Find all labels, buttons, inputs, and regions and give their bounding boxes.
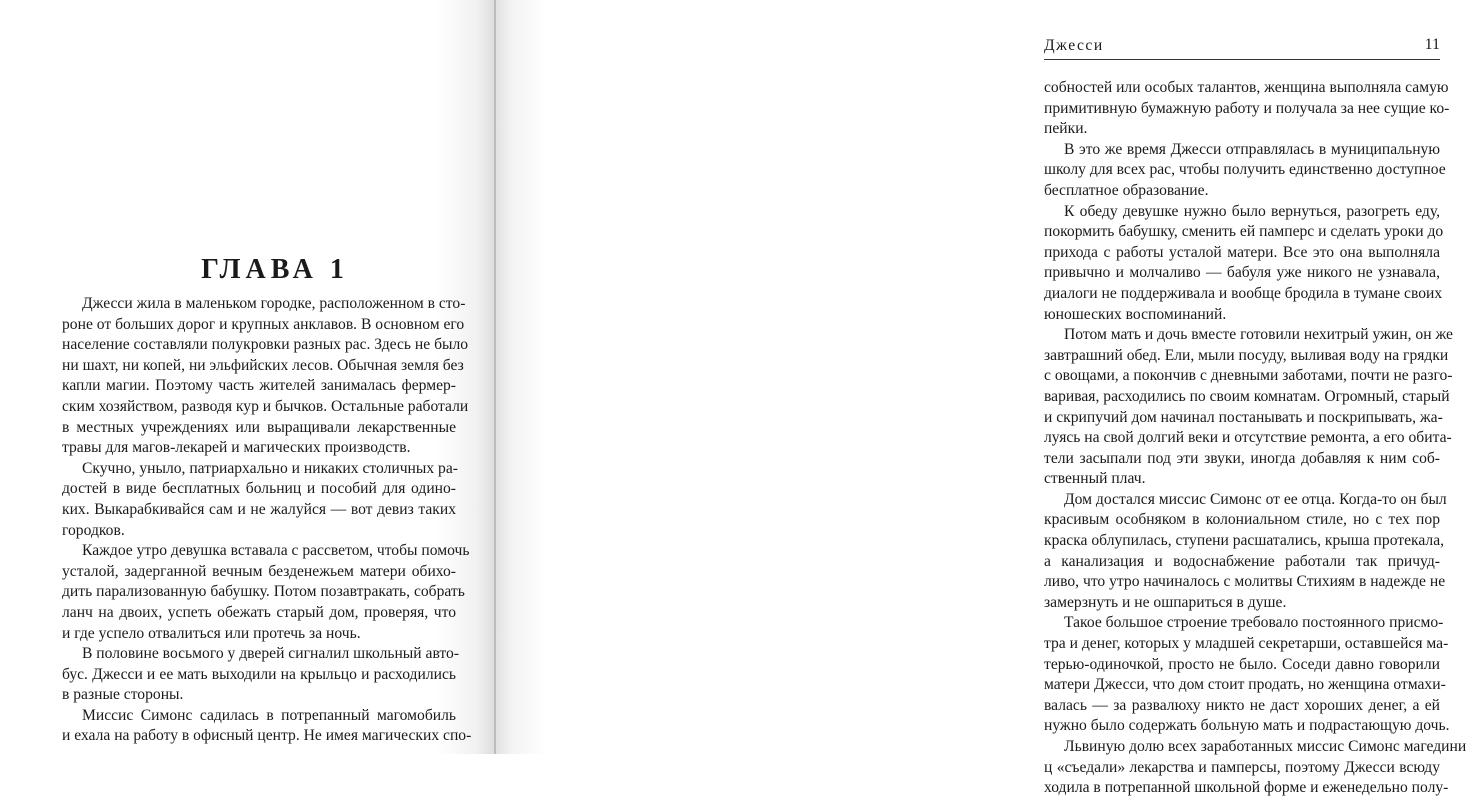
text-line: с овощами, а покончив с дневными заботами, почти не разго- <box>1044 367 1453 385</box>
text-line: матери Джесси, что дом стоит продать, но женщина отмахи- <box>1044 676 1446 694</box>
text-line: замерзнуть и не ошпариться в душе. <box>1044 593 1287 611</box>
text-line: Каждое утро девушка вставала с рассветом, чтобы помочь <box>82 542 470 560</box>
paragraph <box>1044 737 1466 799</box>
text-line: краска облупилась, ступени расшатались, крыша протекала, <box>1044 532 1445 550</box>
text-line: население составляли полукровки разных рас. Здесь не было <box>62 336 469 354</box>
text-line: и скрипучий дом начинал постанывать и поскрипывать, жа- <box>1044 408 1443 426</box>
text-line: Дом достался миссис Симонс от ее отца. Когда-то он был <box>1064 490 1447 508</box>
text-line: собностей или особых талантов, женщина выполняла самую <box>1044 79 1449 96</box>
text-line: К обеду девушке нужно было вернуться, разогреть еду, <box>1064 202 1440 220</box>
text-line: капли магии. Поэтому часть жителей занималась фермер- <box>62 377 456 395</box>
text-line: В это же время Джесси отправлялась в муниципальную <box>1064 140 1440 158</box>
text-line: ственный плач. <box>1044 470 1146 488</box>
right-page-text <box>1044 78 1466 799</box>
text-line: бус. Джесси и ее мать выходили на крыльцо и расходились <box>62 665 456 683</box>
text-line: а канализация и водоснабжение работали так причуд- <box>1044 552 1440 570</box>
chapter-title: ГЛАВА 1 <box>201 254 349 285</box>
text-line: луясь на свой долгий веки и отсутствие ремонта, а его обита- <box>1044 429 1452 447</box>
text-line: Миссис Симонс садилась в потрепанный магомобиль <box>82 706 456 724</box>
text-line: роне от больших дорог и крупных анклавов. В основном его <box>62 315 465 333</box>
text-line: ходила в потрепанной школьной форме и еженедельно полу- <box>1044 779 1449 797</box>
text-line: пейки. <box>1044 120 1088 138</box>
text-line: в местных учреждениях или выращивали лекарственные <box>62 418 456 436</box>
text-line: варивая, расходились по своим комнатам. Огромный, старый <box>1044 387 1450 405</box>
paragraph <box>1044 78 1450 140</box>
text-line: Скучно, уныло, патриархально и никаких столичных ра- <box>82 459 458 477</box>
text-line: ским хозяйством, разводя кур и бычков. Остальные работали <box>62 397 469 415</box>
text-line: в разные стороны. <box>62 686 184 704</box>
text-line: примитивную бумажную работу и получала за нее сущие ко- <box>1044 99 1450 117</box>
text-line: нужно было содержать больную мать и подрастающую дочь. <box>1044 717 1450 735</box>
text-line: и где успело отвалиться или протечь за ночь. <box>62 624 361 642</box>
left-page-text <box>62 294 472 747</box>
paragraph <box>1044 140 1446 202</box>
paragraph <box>62 459 456 541</box>
paragraph <box>62 706 472 747</box>
text-line: тра и денег, которых у младшей секретарши, оставшейся ма- <box>1044 635 1449 653</box>
text-line: Потом мать и дочь вместе готовили нехитрый ужин, он же <box>1064 326 1453 344</box>
text-line: красивым особняком в колониальном стиле, но с тех пор <box>1044 511 1440 529</box>
left-page <box>0 0 496 754</box>
text-line: прихода с работы усталой матери. Все это она выполняла <box>1044 243 1440 261</box>
text-line: Такое большое строение требовало постоянного присмо- <box>1064 614 1444 632</box>
text-line: юношеских воспоминаний. <box>1044 305 1227 323</box>
paragraph <box>1044 490 1447 614</box>
text-line: достей в виде бесплатных больниц и пособий для одино- <box>62 480 456 498</box>
paragraph <box>1044 613 1450 737</box>
text-line: покормить бабушку, сменить ей памперс и сделать уроки до <box>1044 223 1444 241</box>
running-head <box>1044 35 1440 60</box>
text-line: ланч на двоих, успеть обежать старый дом, проверяя, что <box>62 603 456 621</box>
text-line: и ехала на работу в офисный центр. Не имея магических спо- <box>62 727 472 745</box>
text-line: терью-одиночкой, просто не было. Соседи давно говорили <box>1044 655 1440 673</box>
text-line: привычно и молчаливо — бабуля уже никого не узнавала, <box>1044 264 1440 282</box>
text-line: дить парализованную бабушку. Потом позавтракать, собрать <box>62 583 465 601</box>
right-page <box>496 0 1466 797</box>
text-line: школу для всех рас, чтобы получить единственно доступное <box>1044 161 1446 179</box>
text-line: травы для магов-лекарей и магических производств. <box>62 439 411 457</box>
text-line: валась — за развалюху никто не даст хороших денег, а ей <box>1044 696 1440 714</box>
text-line: ких. Выкарабкивайся сам и не жалуйся — вот девиз таких <box>62 500 456 518</box>
text-line: ливо, что утро начиналось с молитвы Стихиям в надежде не <box>1044 573 1446 591</box>
paragraph <box>62 541 470 644</box>
text-line: завтрашний обед. Ели, мыли посуду, выливая воду на грядки <box>1044 346 1449 364</box>
text-line: бесплатное образование. <box>1044 181 1209 199</box>
text-line: ни шахт, ни копей, ни эльфийских лесов. Обычная земля без <box>62 356 464 374</box>
paragraph <box>1044 325 1453 490</box>
text-line: ц «съедали» лекарства и памперсы, поэтому Джесси всюду <box>1044 758 1440 776</box>
text-line: городков. <box>62 521 125 539</box>
paragraph <box>62 644 460 706</box>
running-title: Джесси <box>1044 37 1104 54</box>
text-line: Львиную долю всех заработанных миссис Симонс магедини <box>1064 738 1466 755</box>
paragraph <box>1044 202 1444 326</box>
page-number: 11 <box>1424 36 1440 53</box>
text-line: тели засыпали под эти звуки, иногда добавляя к ним соб- <box>1044 449 1440 467</box>
paragraph <box>62 294 469 459</box>
text-line: Джесси жила в маленьком городке, расположенном в сто- <box>82 295 466 312</box>
text-line: диалоги не поддерживала и вообще бродила в тумане своих <box>1044 284 1443 302</box>
text-line: усталой, задерганной вечным безденежьем матери обихо- <box>62 562 456 580</box>
text-line: В половине восьмого у дверей сигналил школьный авто- <box>82 645 460 663</box>
